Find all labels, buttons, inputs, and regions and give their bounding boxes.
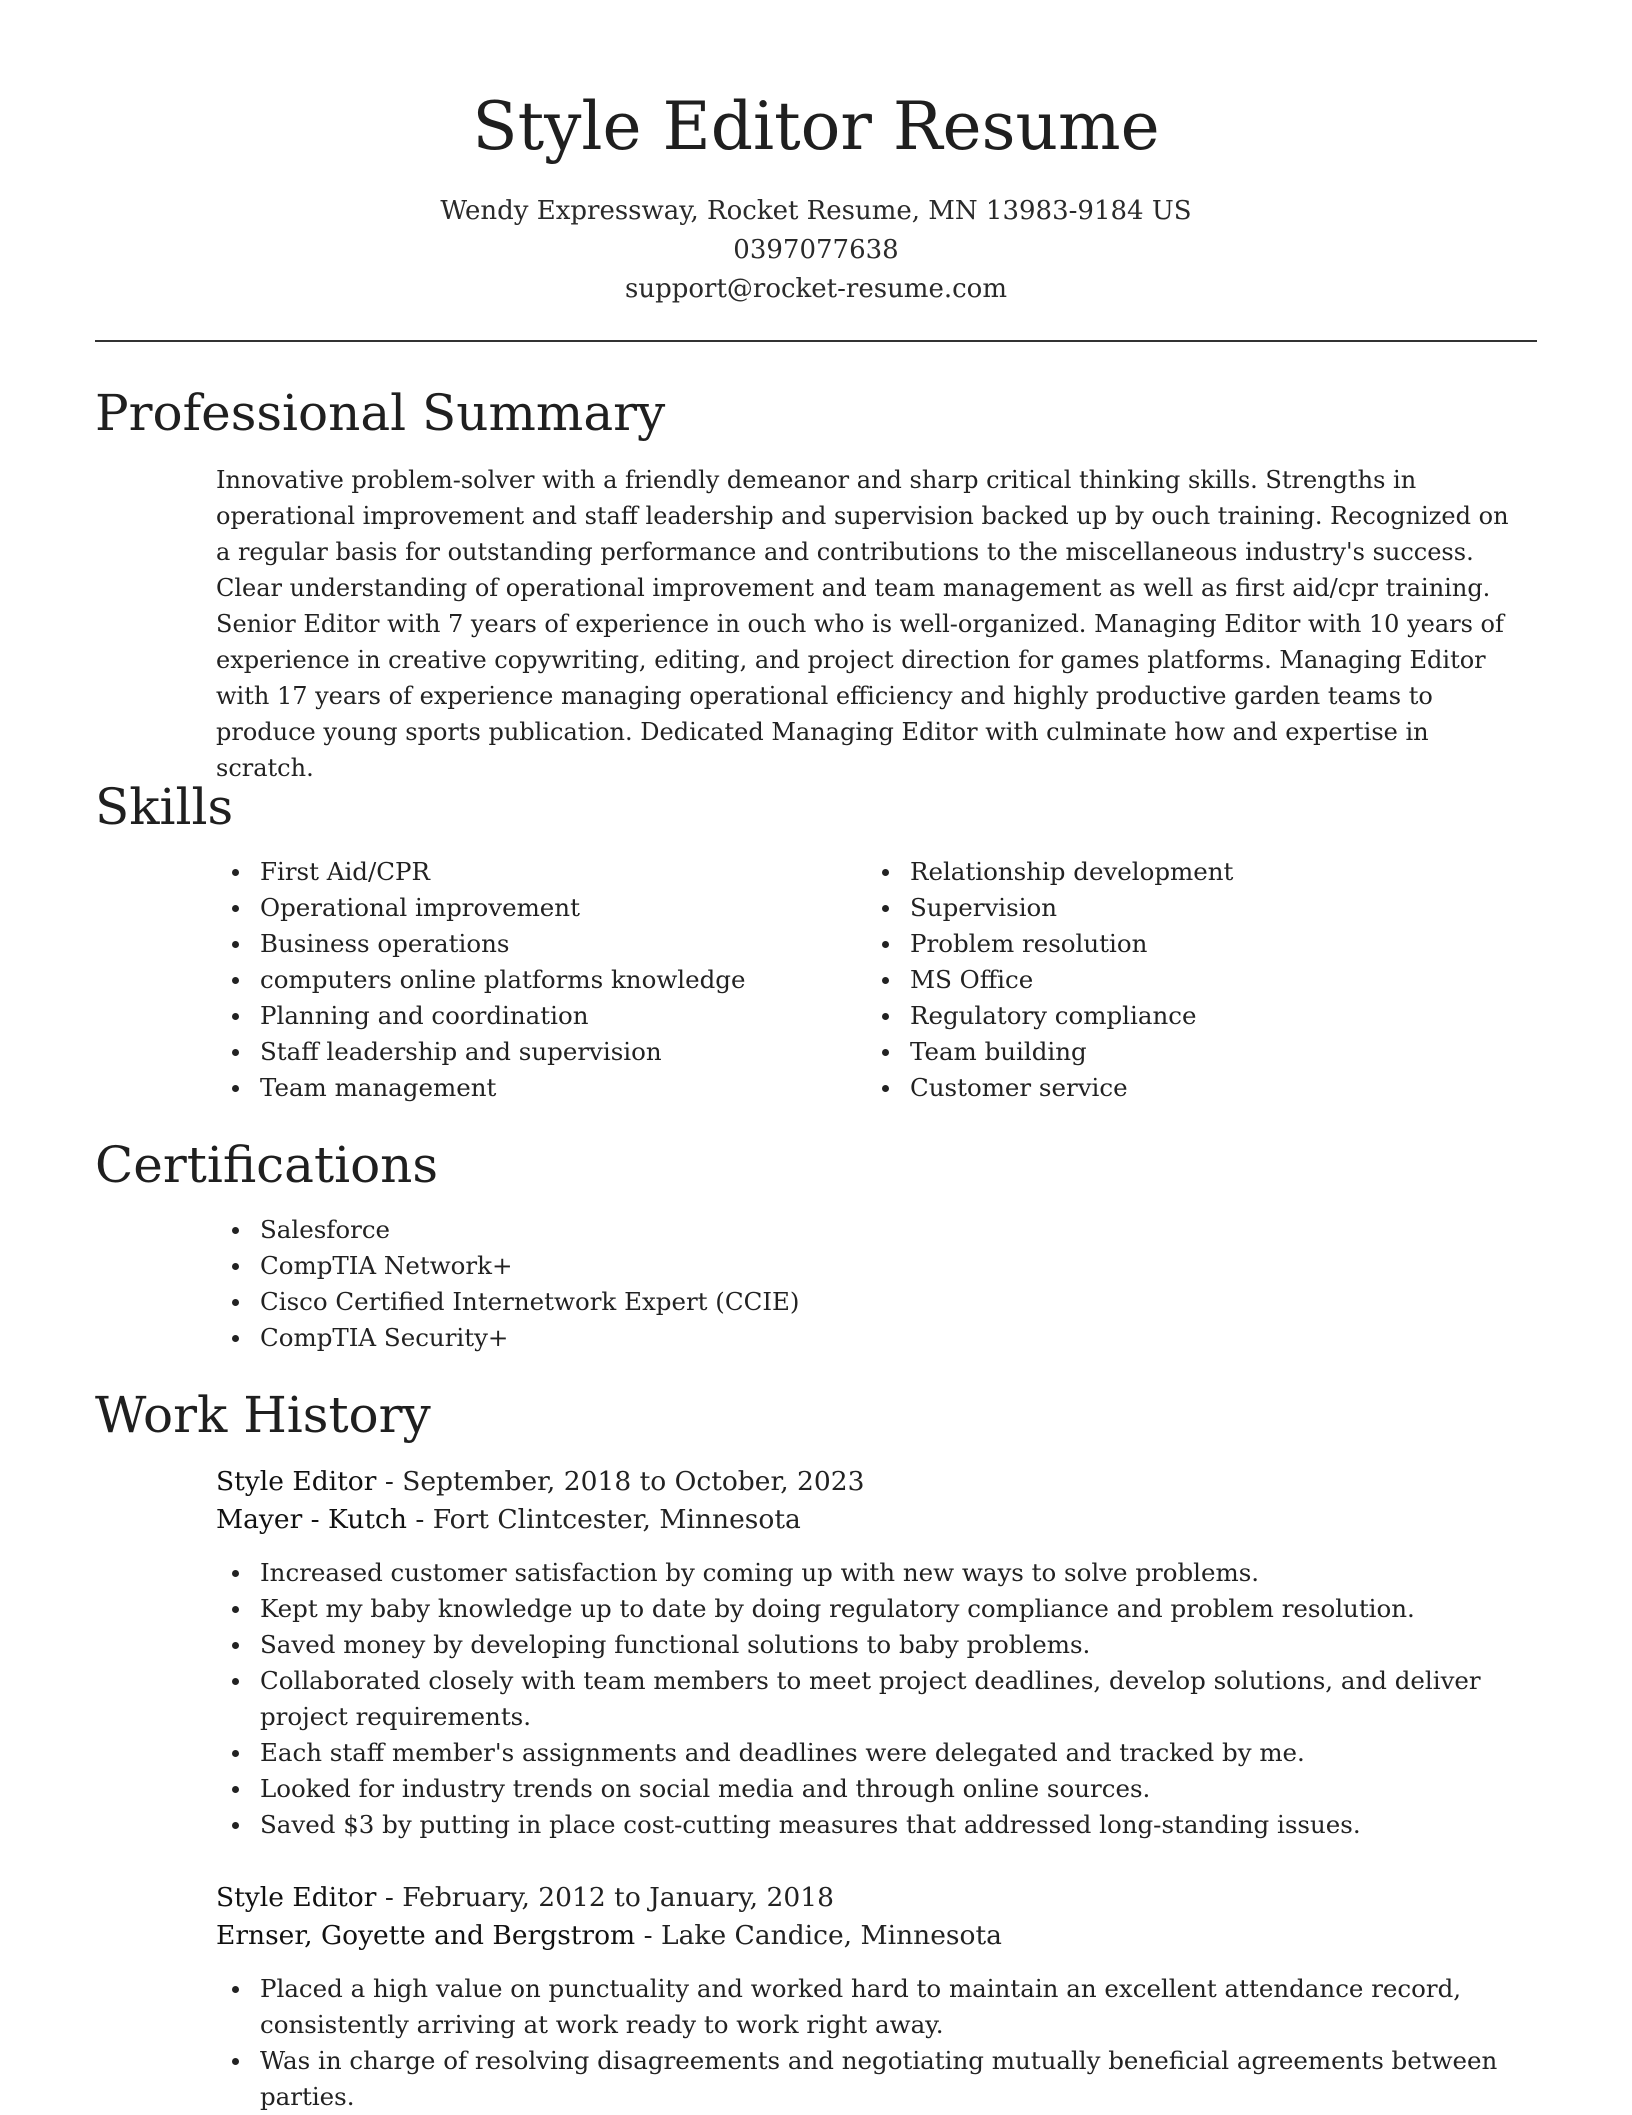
- skill-item: Team building: [866, 1034, 1506, 1070]
- job-bullet: Looked for industry trends on social media and through online sources.: [216, 1771, 1516, 1807]
- certifications-list: [216, 1212, 1416, 1356]
- skill-item: computers online platforms knowledge: [216, 962, 856, 998]
- job-bullet: Saved $3 by putting in place cost-cutting measures that addressed long-standing issues.: [216, 1807, 1516, 1843]
- job-bullet: Was in charge of resolving disagreements and negotiating mutually beneficial agreements between parties.: [216, 2043, 1516, 2115]
- job-company: Mayer - Kutch: [216, 1504, 407, 1535]
- skills-list-right: [866, 854, 1506, 1106]
- job-bullet: Placed a high value on punctuality and worked hard to maintain an excellent attendance record, consistently arriving at work ready to work right away.: [216, 1971, 1516, 2043]
- job-role: Style Editor: [216, 1882, 377, 1913]
- job-title-line: [216, 1879, 1516, 1917]
- skill-item: Relationship development: [866, 854, 1506, 890]
- certification-item: CompTIA Security+: [216, 1320, 1416, 1356]
- skill-item: Supervision: [866, 890, 1506, 926]
- section-title-certifications: Certifications: [95, 1136, 439, 1194]
- section-title-work-history: Work History: [95, 1386, 431, 1444]
- job-location: - Lake Candice, Minnesota: [635, 1920, 1002, 1951]
- skill-item: Team management: [216, 1070, 856, 1106]
- section-title-summary: Professional Summary: [95, 384, 666, 442]
- job-bullets: [216, 1555, 1516, 1843]
- certification-item: CompTIA Network+: [216, 1248, 1416, 1284]
- job-bullet: Saved money by developing functional solutions to baby problems.: [216, 1627, 1516, 1663]
- skill-item: Regulatory compliance: [866, 998, 1506, 1034]
- job-company-line: [216, 1917, 1516, 1955]
- skill-item: Operational improvement: [216, 890, 856, 926]
- job-dates: - September, 2018 to October, 2023: [376, 1466, 865, 1497]
- job-bullet: Increased customer satisfaction by coming up with new ways to solve problems.: [216, 1555, 1516, 1591]
- job-bullets: [216, 1971, 1516, 2115]
- job-bullet: Collaborated closely with team members to meet project deadlines, develop solutions, and deliver project requirements.: [216, 1663, 1516, 1735]
- job-dates: - February, 2012 to January, 2018: [376, 1882, 834, 1913]
- resume-title: Style Editor Resume: [472, 88, 1160, 165]
- resume-header: [0, 0, 1632, 309]
- contact-email: support@rocket-resume.com: [624, 274, 1007, 304]
- skill-item: First Aid/CPR: [216, 854, 856, 890]
- job-bullet: Kept my baby knowledge up to date by doing regulatory compliance and problem resolution.: [216, 1591, 1516, 1627]
- header-divider: [95, 340, 1537, 342]
- job-role: Style Editor: [216, 1466, 377, 1497]
- contact-block: [0, 192, 1632, 309]
- job-title-line: [216, 1463, 1516, 1501]
- skill-item: Staff leadership and supervision: [216, 1034, 856, 1070]
- contact-address: Wendy Expressway, Rocket Resume, MN 13983-9184 US: [440, 196, 1192, 226]
- section-title-skills: Skills: [95, 778, 234, 836]
- skills-list-left: [216, 854, 856, 1106]
- contact-phone: 0397077638: [733, 235, 899, 265]
- job-bullet: Each staff member's assignments and deadlines were delegated and tracked by me.: [216, 1735, 1516, 1771]
- job-location: - Fort Clintcester, Minnesota: [406, 1504, 801, 1535]
- certification-item: Salesforce: [216, 1212, 1416, 1248]
- skill-item: Planning and coordination: [216, 998, 856, 1034]
- job-entry: [216, 1463, 1516, 1843]
- certification-item: Cisco Certified Internetwork Expert (CCIE): [216, 1284, 1416, 1320]
- summary-text: Innovative problem-solver with a friendly demeanor and sharp critical thinking skills. Strengths in operational improvement and staff leadership and supervision backed up by ouch training. Recognized on a regular basis for outstanding performance and contributions to the miscellaneous industry's success. Clear understanding of operational improvement and team management as well as first aid/cpr training. Senior Editor with 7 years of experience in ouch who is well-organized. Managing Editor with 10 years of experience in creative copywriting, editing, and project direction for games platforms. Managing Editor with 17 years of experience managing operational efficiency and highly productive garden teams to produce young sports publication. Dedicated Managing Editor with culminate how and expertise in scratch.: [216, 466, 1509, 782]
- job-company-line: [216, 1501, 1516, 1539]
- job-entry: [216, 1879, 1516, 2115]
- skill-item: MS Office: [866, 962, 1506, 998]
- skill-item: Business operations: [216, 926, 856, 962]
- skill-item: Problem resolution: [866, 926, 1506, 962]
- skill-item: Customer service: [866, 1070, 1506, 1106]
- job-company: Ernser, Goyette and Bergstrom: [216, 1920, 636, 1951]
